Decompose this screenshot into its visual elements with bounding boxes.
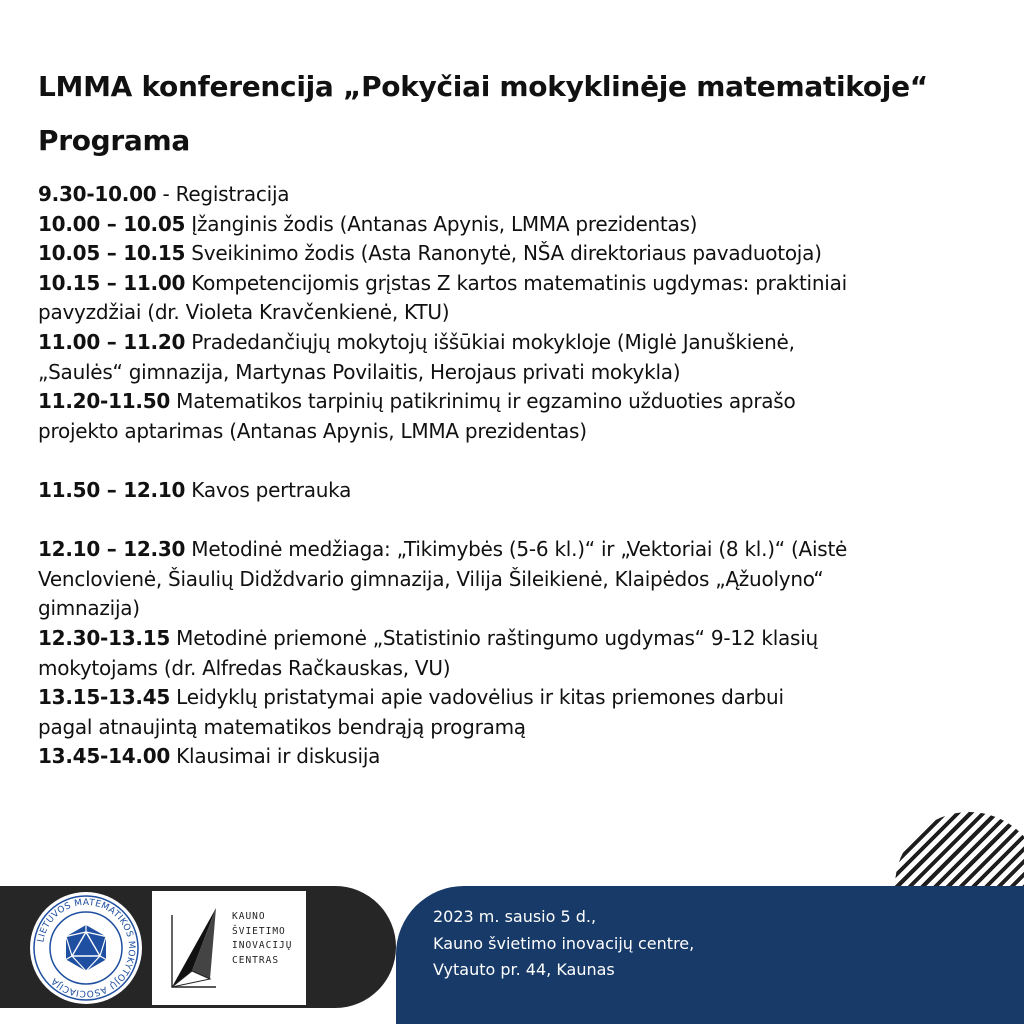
ksic-line: KAUNO [232, 911, 266, 922]
title-block [38, 60, 998, 168]
agenda-text: pavyzdžiai (dr. Violeta Kravčenkienė, KTU) [38, 300, 450, 325]
agenda-text: Pradedančiųjų mokytojų iššūkiai mokykloje (Miglė Januškienė, [185, 329, 795, 354]
lmma-logo-graphic [30, 892, 142, 1004]
agenda-line [38, 594, 998, 624]
agenda-text: „Saulės“ gimnazija, Martynas Povilaitis, Herojaus privati mokykla) [38, 359, 681, 384]
agenda-text: - Registracija [156, 182, 290, 206]
ksic-line: INOVACIJŲ [232, 940, 293, 951]
agenda-line [38, 387, 998, 417]
agenda-text: Kompetencijomis grįstas Z kartos matematinis ugdymas: praktiniai [185, 270, 847, 295]
agenda-time: 9.30-10.00 [38, 182, 157, 206]
agenda-line [38, 565, 998, 595]
agenda-time: 11.50 – 12.10 [38, 477, 186, 502]
ksic-line: CENTRAS [232, 954, 280, 966]
agenda-text: Kavos pertrauka [185, 477, 352, 502]
agenda-time: 11.00 – 11.20 [38, 329, 186, 354]
agenda-line [38, 358, 998, 388]
agenda-text: pagal atnaujintą matematikos bendrąją programą [38, 714, 526, 739]
agenda-line [38, 683, 998, 713]
agenda-text: projekto aptarimas (Antanas Apynis, LMMA prezidentas) [38, 418, 587, 443]
agenda-text: Metodinė medžiaga: „Tikimybės (5-6 kl.)“ ir „Vektoriai (8 kl.)“ (Aistė [185, 537, 848, 562]
agenda-time: 12.30-13.15 [38, 625, 171, 650]
event-date: 2023 m. sausio 5 d., [433, 907, 597, 926]
agenda-line [38, 535, 998, 565]
agenda-text: Sveikinimo žodis (Asta Ranonytė, NŠA direktoriaus pavaduotoja) [185, 241, 822, 266]
agenda-time: 10.00 – 10.05 [38, 211, 186, 236]
agenda-list [38, 180, 998, 772]
agenda-text: Venclovienė, Šiaulių Didždvario gimnazija, Vilija Šileikienė, Klaipėdos „Ąžuolyno“ [38, 566, 824, 591]
agenda-text: gimnazija) [38, 596, 140, 621]
ksic-line: ŠVIETIMO [232, 925, 286, 937]
agenda-text: Matematikos tarpinių patikrinimų ir egzamino užduoties aprašo [170, 389, 796, 414]
agenda-line [38, 654, 998, 684]
agenda-text: Metodinė priemonė „Statistinio raštingumo ugdymas“ 9-12 klasių [170, 625, 818, 650]
agenda-text: Klausimai ir diskusija [170, 744, 381, 769]
agenda-line [38, 180, 998, 210]
agenda-line [38, 742, 998, 772]
lmma-logo [30, 892, 142, 1004]
agenda-line [38, 298, 998, 328]
event-address: Vytauto pr. 44, Kaunas [433, 960, 615, 979]
agenda-time: 13.15-13.45 [38, 685, 171, 710]
agenda-time: 11.20-11.50 [38, 389, 171, 414]
agenda-line [38, 328, 998, 358]
page-subtitle: Programa [38, 124, 190, 157]
agenda-line [38, 239, 998, 269]
agenda-line [38, 713, 998, 743]
event-info [433, 904, 694, 984]
lmma-ring-text: LIETUVOS MATEMATIKOS MOKYTOJŲ ASOCIACIJA [36, 897, 137, 999]
agenda-line [38, 624, 998, 654]
agenda-line [38, 269, 998, 299]
agenda-text: Leidyklų pristatymai apie vadovėlius ir kitas priemones darbui [170, 685, 784, 710]
ksic-logo-text [232, 910, 292, 968]
agenda-text: mokytojams (dr. Alfredas Račkauskas, VU) [38, 655, 451, 680]
agenda-time: 13.45-14.00 [38, 744, 171, 769]
agenda-time: 10.15 – 11.00 [38, 270, 186, 295]
agenda-line [38, 476, 998, 506]
agenda-time: 12.10 – 12.30 [38, 537, 186, 562]
agenda-text: Įžanginis žodis (Antanas Apynis, LMMA prezidentas) [185, 211, 698, 236]
agenda-line [38, 417, 998, 447]
hexagon-icon [66, 925, 106, 971]
agenda-time: 10.05 – 10.15 [38, 241, 186, 266]
agenda-line [38, 210, 998, 240]
event-venue: Kauno švietimo inovacijų centre, [433, 933, 695, 953]
page-title: LMMA konferencija „Pokyčiai mokyklinėje matematikoje“ [38, 70, 928, 103]
